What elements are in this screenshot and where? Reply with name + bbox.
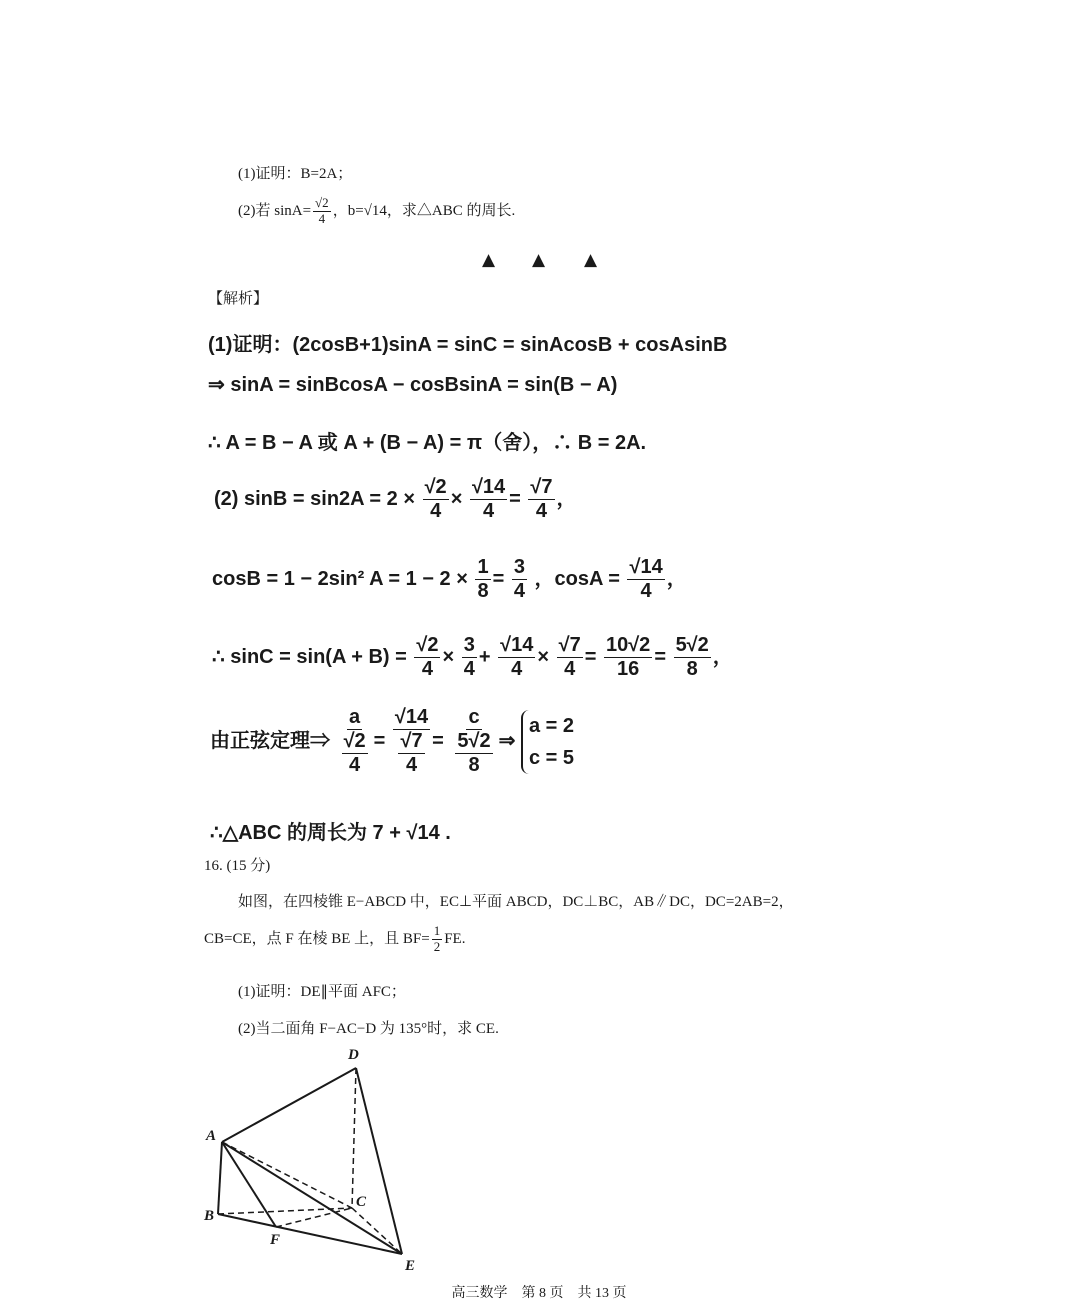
- vertex-label-E: E: [405, 1258, 416, 1274]
- fraction-denominator: 4: [511, 658, 523, 680]
- problem16-part2: (2)当二面角 F−AC−D 为 135°时，求 CE.: [238, 1021, 499, 1037]
- fraction: [528, 476, 554, 523]
- edge-AD: [222, 1068, 356, 1142]
- solution-system: [521, 710, 574, 774]
- fraction: [470, 476, 507, 523]
- fraction-numerator: √2: [343, 730, 366, 752]
- compound-fraction: [338, 706, 372, 777]
- edge-AE: [222, 1142, 402, 1254]
- separator-triangle: ▲: [584, 250, 598, 270]
- problem16-line2-suffix: FE.: [444, 930, 466, 947]
- fraction: [674, 634, 711, 681]
- problem15-part2: [238, 196, 515, 227]
- fraction-denominator: 16: [617, 658, 640, 680]
- compound-fraction: [393, 706, 430, 777]
- fraction-numerator: √7: [558, 634, 581, 656]
- fraction: [498, 634, 535, 681]
- fraction: [512, 556, 527, 603]
- problem16-line2: [204, 924, 465, 955]
- solution-line-3: ∴ A = B − A 或 A + (B − A) = π（舍），∴ B = 2A.: [208, 432, 647, 454]
- solution-line-4: (2) sinB = sin2A = 2 × $\frac{√2}{4}$ × $\frac{√14}{4}$ = $\frac{√7}{4}$ ，: [214, 476, 577, 522]
- separator-triangle: ▲: [532, 250, 546, 270]
- fraction-numerator: a: [349, 706, 361, 728]
- fraction: [475, 556, 490, 603]
- fraction-numerator: √14: [500, 634, 534, 656]
- analysis-header: 【解析】: [208, 291, 269, 307]
- fraction-denominator: [451, 730, 496, 777]
- edge-DC: [352, 1068, 356, 1208]
- fraction: [432, 924, 443, 955]
- fraction: [342, 730, 368, 777]
- fraction-denominator: 4: [405, 754, 418, 776]
- vertex-label-A: A: [206, 1128, 217, 1144]
- solution-line-5-mid: ，cosA =: [534, 567, 620, 590]
- fraction: [557, 634, 583, 681]
- problem16-line1: 如图，在四棱锥 E−ABCD 中，EC⊥平面 ABCD，DC⊥BC，AB∥DC，DC=2AB=2，: [238, 894, 794, 910]
- edge-CE: [352, 1208, 402, 1254]
- solution-line-1: [208, 328, 727, 357]
- fraction-denominator: 4: [640, 580, 652, 602]
- fraction-denominator: 2: [433, 938, 441, 954]
- fraction-numerator: 1: [477, 556, 489, 578]
- fraction-denominator: 4: [513, 580, 525, 602]
- fraction-denominator: [394, 730, 428, 777]
- solution-line-8: ∴△ABC 的周长为 7 + √14 .: [210, 822, 451, 844]
- problem15-part1: (1)证明：B=2A；: [238, 166, 353, 182]
- fraction: [455, 730, 492, 777]
- fraction-denominator: 8: [468, 754, 480, 776]
- fraction-denominator: 4: [463, 658, 475, 680]
- fraction-denominator: 4: [535, 500, 548, 522]
- fraction-numerator: 1: [433, 923, 441, 938]
- fraction-denominator: 4: [349, 754, 361, 776]
- compound-fraction: [451, 706, 496, 777]
- solution-line-1-label: (1)证明：: [208, 334, 293, 356]
- vertex-label-D: D: [348, 1047, 359, 1063]
- edge-AB: [218, 1142, 222, 1214]
- fraction-numerator: 5√2: [675, 634, 709, 656]
- problem15-part2-fraction: [313, 196, 331, 227]
- separator-triangle: ▲: [482, 250, 496, 270]
- edge-BC: [218, 1208, 352, 1214]
- fraction-numerator: √2: [416, 634, 439, 656]
- fraction-numerator: √2: [315, 195, 329, 210]
- page-footer: 高三数学 第 8 页 共 13 页: [451, 1286, 627, 1301]
- fraction-numerator: 10√2: [605, 634, 651, 656]
- system-row: c = 5: [528, 746, 575, 769]
- problem16-part1: (1)证明：DE∥平面 AFC；: [238, 984, 406, 1000]
- fraction-denominator: 4: [421, 658, 433, 680]
- solution-line-2: ⇒ sinA = sinBcosA − cosBsinA = sin(B − A): [208, 374, 618, 396]
- fraction-denominator: [338, 730, 372, 777]
- vertex-label-C: C: [356, 1194, 367, 1210]
- solution-line-6: ∴ sinC = sin(A + B) = $\frac{√2}{4}$ × $\frac{3}{4}$ + $\frac{√14}{4}$ × $\frac{√7}{4}$ = $\frac{10√2}{16}$ = $\frac{5√2}{8}$ ，: [212, 634, 733, 680]
- fraction: [462, 634, 477, 681]
- fraction-numerator: √14: [394, 706, 429, 728]
- edge-DE: [356, 1068, 402, 1254]
- fraction-numerator: √2: [424, 476, 447, 498]
- solution-line-5: cosB = 1 − 2sin² A = 1 − 2 × $\frac{1}{8}$ = $\frac{3}{4}$ ，cosA = $\frac{√14}{4}$ ，: [212, 556, 687, 602]
- solution-line-7: 由正弦定理⇒ $\frac{a}{\frac{√2}{4}}$ = $\frac{√14}{\frac{√7}{4}}$ = $\frac{c}{\frac{5√2}{8}}$ ⇒ a = 2 c = 5: [210, 706, 575, 776]
- fraction-denominator: 4: [482, 500, 495, 522]
- fraction-numerator: 5√2: [457, 730, 491, 752]
- edge-AC: [222, 1142, 352, 1208]
- fraction-numerator: √7: [400, 730, 423, 752]
- fraction-denominator: 4: [564, 658, 576, 680]
- fraction-numerator: √7: [530, 476, 553, 498]
- fraction-denominator: 8: [477, 580, 489, 602]
- vertex-label-B: B: [204, 1208, 215, 1224]
- edge-FC: [276, 1208, 352, 1227]
- fraction-denominator: 4: [318, 210, 326, 226]
- fraction-denominator: 4: [430, 500, 442, 522]
- solution-line-1-expr: (2cosB+1)sinA = sinC = sinAcosB + cosAsinB: [292, 334, 728, 356]
- edge-diag: [222, 1068, 356, 1142]
- fraction-numerator: c: [468, 706, 480, 728]
- edge-BE: [218, 1214, 402, 1254]
- problem15-part2-suffix: ，b=√14，求△ABC 的周长.: [332, 202, 516, 219]
- problem16-line2-prefix: CB=CE，点 F 在棱 BE 上，且 BF=: [204, 930, 430, 947]
- fraction: [627, 556, 664, 603]
- vertex-label-F: F: [270, 1232, 281, 1248]
- fraction: [423, 476, 449, 523]
- solution-line-5-prefix: cosB = 1 − 2sin² A = 1 − 2 ×: [212, 567, 468, 590]
- system-row: a = 2: [528, 714, 575, 737]
- fraction: [414, 634, 440, 681]
- fraction-numerator: √14: [471, 476, 506, 498]
- fraction-numerator: 3: [513, 556, 525, 578]
- solution-line-7-label: 由正弦定理⇒: [210, 729, 330, 752]
- solution-line-6-prefix: ∴ sinC = sin(A + B) =: [212, 645, 407, 668]
- problem15-part2-prefix: (2)若 sinA=: [238, 202, 312, 219]
- solution-line-4-label: (2) sinB = sin2A = 2 ×: [214, 487, 416, 510]
- fraction-denominator: 8: [686, 658, 698, 680]
- fraction: [604, 634, 652, 681]
- edge-AF: [222, 1142, 276, 1227]
- fraction-numerator: √14: [629, 556, 663, 578]
- problem16-header: 16. (15 分): [204, 858, 271, 874]
- fraction: [398, 730, 424, 777]
- fraction-numerator: 3: [463, 634, 475, 656]
